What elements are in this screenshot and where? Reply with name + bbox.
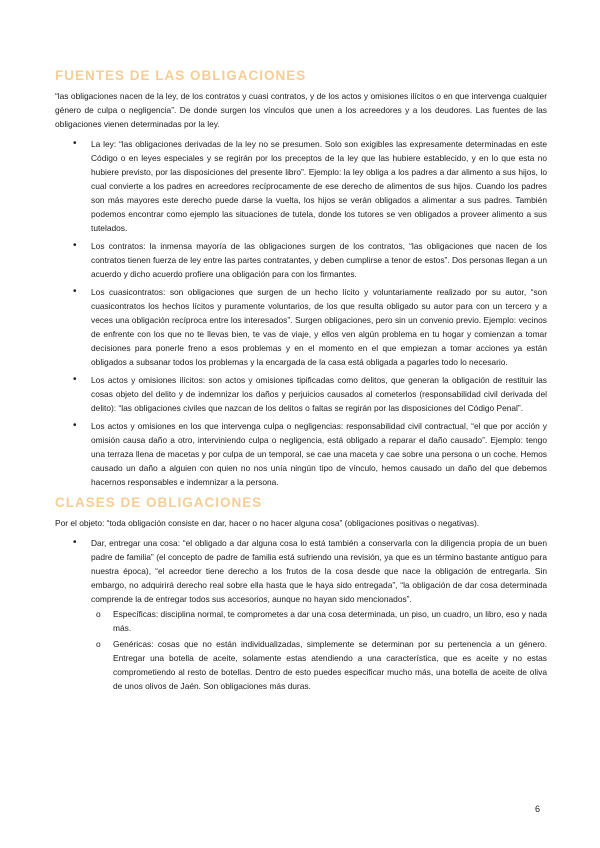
sub-list: [91, 607, 547, 693]
list-item-text: Dar, entregar una cosa: “el obligado a dar alguna cosa lo está también a conservarla con la diligencia propia de un buen padre de familia” (el concepto de padre de familia está sufriendo una revisión, ya que es un término bastante antiguo para nuestra época), “el acreedor tiene derecho a los frutos de la cosa desde que nace la obligación de entregarla. Sin embargo, no adquirirá derecho real sobre ella hasta que le haya sido entregada”, “la obligación de dar cosa determinada comprende la de entregar todos sus accesorios, aunque no hayan sido mencionados”.: [91, 538, 547, 604]
sub-list-item: o Genéricas: cosas que no están individualizadas, simplemente se determinan por su pertenencia a un género. Entregar una botella de aceite, solamente estas atendiendo a una característica, que es aceite y no estas comprometiendo al resto de botellas. Dentro de esto puedes especificar mucho más, una botella de aceite de oliva de unos olivos de Jaén. Son obligaciones más duras.: [113, 637, 547, 693]
sub-list-item: o Específicas: disciplina normal, te comprometes a dar una cosa determinada, un piso, un cuadro, un libro, eso y nada más.: [113, 607, 547, 635]
list-item: • Los contratos: la inmensa mayoría de las obligaciones surgen de los contratos, “las obligaciones que nacen de los contratos tienen fuerza de ley entre las partes contratantes, y deben cumplirse a tenor de estos”. Dos personas llegan a un acuerdo y dicho acuerdo profiere una obligación para con los firmantes.: [91, 239, 547, 281]
fuentes-intro-paragraph: “las obligaciones nacen de la ley, de los contratos y cuasi contratos, y de los actos y omisiones ilícitos o en que intervenga cualquier género de culpa o negligencia”. De donde surgen los vínculos que unen a los acreedores y a los deudores. Las fuentes de las obligaciones vienen determinadas por la ley.: [55, 91, 547, 129]
document-page: [55, 68, 547, 697]
list-item: [91, 536, 547, 693]
section-heading-clases: CLASES DE OBLIGACIONES: [55, 495, 263, 510]
section-heading-fuentes: FUENTES DE LAS OBLIGACIONES: [55, 68, 307, 83]
list-item: • Los actos y omisiones ilícitos: son actos y omisiones tipificadas como delitos, que generan la obligación de restituir las cosas objeto del delito y de indemnizar los daños y perjuicios causados al cometerlos (responsabilidad civil derivada del delito): “las obligaciones civiles que nazcan de los delitos o faltas se regirán por las disposiciones del Código Penal”.: [91, 373, 547, 415]
list-item: • Los cuasicontratos: son obligaciones que surgen de un hecho lícito y voluntariamente realizado por su autor, “son cuasicontratos los hechos lícitos y puramente voluntarios, de los que resulta obligado su autor para con un tercero y a veces una obligación recíproca entre los interesados”. Surgen obligaciones, pero sin un convenio previo. Ejemplo: vecinos de enfrente con los que no te llevas bien, te vas de viaje, y ellos ven algún problema en tu hogar y comienzan a tomar decisiones para ponerle freno a esos problemas y en el momento en el que empiezan a tomar acciones ya están obligados a subsanar todos los problemas y la encargada de la casa está obligada a pagarles todo lo necesario.: [91, 285, 547, 369]
fuentes-list: [55, 137, 547, 489]
list-item: • La ley: “las obligaciones derivadas de la ley no se presumen. Solo son exigibles las expresamente determinadas en este Código o en leyes especiales y se regirán por los preceptos de la ley que las hubiere establecido, y en lo que esta no hubiere previsto, por las disposiciones del presente libro”. Ejemplo: la ley obliga a los padres a dar alimento a sus hijos, lo cual convierte a los padres en acreedores recíprocamente de ese derecho de alimentos de sus hijos. Cuando los padres son más mayores este derecho puede darse la vuelta, los hijos se verán obligados a alimentar a sus padres. También podemos encontrar como ejemplo las situaciones de tutela, donde los tutores se ven obligados a proveer alimento a sus tutelados.: [91, 137, 547, 235]
list-item: • Los actos y omisiones en los que intervenga culpa o negligencias: responsabilidad civil contractual, “el que por acción y omisión causa daño a otro, interviniendo culpa o negligencia, está obligado a reparar el daño causado”. Ejemplo: tengo una terraza llena de macetas y por culpa de un temporal, se cae una maceta y cae sobre una persona o un coche. Hemos causado un daño a alguien con quien no nos unía ningún tipo de vínculo, hemos causado un daño del que debemos hacernos responsables e indemnizar a la persona.: [91, 419, 547, 489]
clases-list: [55, 536, 547, 693]
clases-intro-paragraph: Por el objeto: “toda obligación consiste en dar, hacer o no hacer alguna cosa” (obligaciones positivas o negativas).: [55, 518, 480, 528]
page-number: 6: [534, 804, 540, 814]
